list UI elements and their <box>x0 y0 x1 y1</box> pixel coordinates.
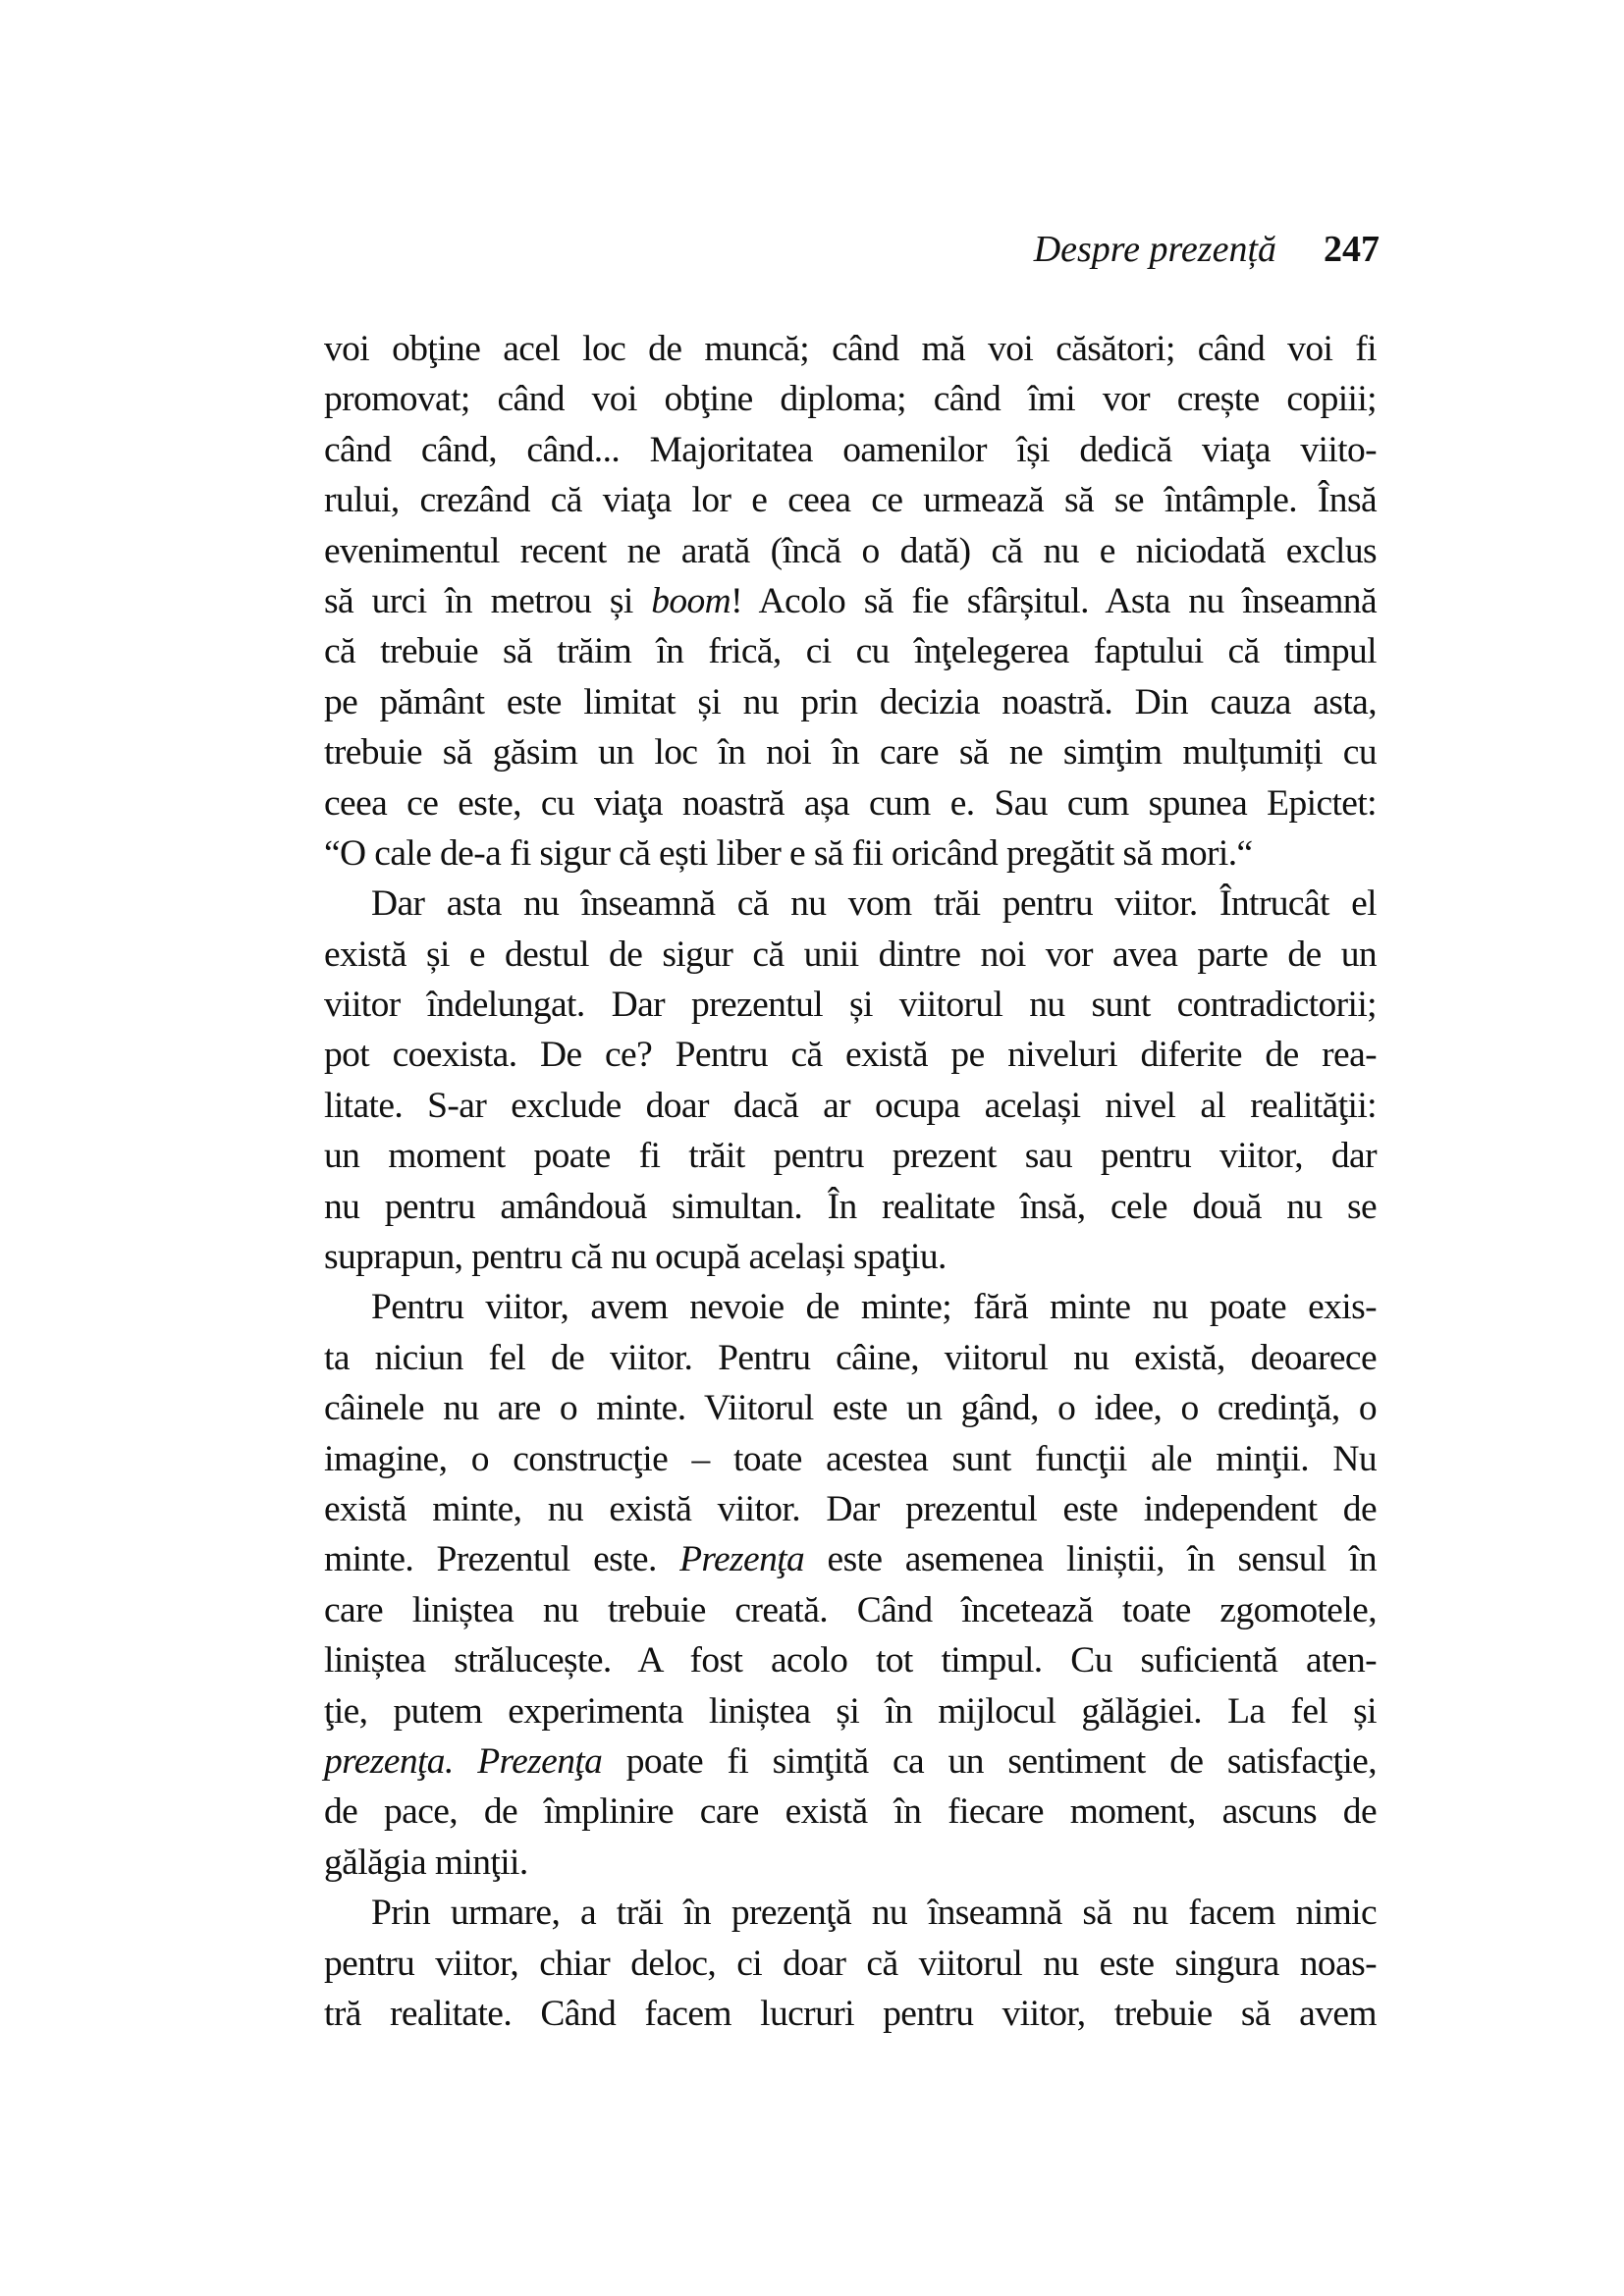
text-line: nu pentru amândouă simultan. În realitate însă, cele două nu se <box>324 1186 1377 1227</box>
text-line: rului, crezând că viaţa lor e ceea ce urmează să se întâmple. Însă <box>324 480 1377 521</box>
text-line <box>324 576 1377 626</box>
text-line: evenimentul recent ne arată (încă o dată) că nu e niciodată exclus <box>324 530 1377 571</box>
text-line: promovat; când voi obţine diploma; când îmi vor crește copiii; <box>324 379 1377 420</box>
text-line: litate. S-ar exclude doar dacă ar ocupa același nivel al realităţii: <box>324 1085 1377 1126</box>
running-title: Despre prezență <box>1033 229 1276 270</box>
text-line: Pentru viitor, avem nevoie de minte; fără minte nu poate exis- <box>371 1287 1377 1328</box>
text-line: voi obţine acel loc de muncă; când mă voi căsători; când voi fi <box>324 329 1377 369</box>
text-span: să urci în metrou și <box>324 580 652 621</box>
text-line: pe pământ este limitat și nu prin decizia noastră. Din cauza asta, <box>324 681 1377 722</box>
italic-span: prezenţa. Prezenţa <box>324 1740 603 1782</box>
text-line: ţie, putem experimenta liniștea și în mijlocul gălăgiei. La fel și <box>324 1690 1377 1732</box>
text-line: Dar asta nu înseamnă că nu vom trăi pentru viitor. Întrucât el <box>371 883 1377 925</box>
text-line: când când, când... Majoritatea oamenilor își dedică viaţa viito- <box>324 429 1377 470</box>
text-span: ! Acolo să fie sfârșitul. Asta nu înseamnă <box>731 580 1378 621</box>
text-line: Prin urmare, a trăi în prezenţă nu înseamnă să nu facem nimic <box>371 1893 1377 1934</box>
text-line: de pace, de împlinire care există în fiecare moment, ascuns de <box>324 1791 1377 1833</box>
text-line <box>324 1534 1377 1584</box>
text-span: este asemenea liniștii, în sensul în <box>804 1539 1378 1580</box>
text-line: suprapun, pentru că nu ocupă același spaţiu. <box>324 1237 947 1278</box>
text-line: că trebuie să trăim în frică, ci cu înţelegerea faptului că timpul <box>324 631 1377 672</box>
text-line: pentru viitor, chiar deloc, ci doar că viitorul nu este singura noas- <box>324 1943 1377 1984</box>
text-line: un moment poate fi trăit pentru prezent sau pentru viitor, dar <box>324 1136 1377 1177</box>
text-span: poate fi simţită ca un sentiment de satisfacţie, <box>602 1740 1377 1782</box>
page-number: 247 <box>1324 229 1380 270</box>
text-line: pot coexista. De ce? Pentru că există pe niveluri diferite de rea- <box>324 1035 1377 1076</box>
text-line: gălăgia minţii. <box>324 1842 528 1883</box>
text-line: liniștea strălucește. A fost acolo tot timpul. Cu suficientă aten- <box>324 1640 1377 1682</box>
text-line: viitor îndelungat. Dar prezentul și viitorul nu sunt contradictorii; <box>324 985 1377 1026</box>
text-line: tră realitate. Când facem lucruri pentru viitor, trebuie să avem <box>324 1993 1377 2034</box>
text-line: ta niciun fel de viitor. Pentru câine, viitorul nu există, deoarece <box>324 1337 1377 1378</box>
text-line: există minte, nu există viitor. Dar prezentul este independent de <box>324 1488 1377 1529</box>
text-span: minte. Prezentul este. <box>324 1539 680 1580</box>
text-line: există și e destul de sigur că unii dintre noi vor avea parte de un <box>324 934 1377 975</box>
text-line: care liniștea nu trebuie creată. Când încetează toate zgomotele, <box>324 1589 1377 1630</box>
text-line: ceea ce este, cu viaţa noastră așa cum e. Sau cum spunea Epictet: <box>324 782 1377 824</box>
body-text <box>324 324 1377 2039</box>
text-line: trebuie să găsim un loc în noi în care să ne simţim mulțumiți cu <box>324 732 1377 774</box>
text-line <box>324 1736 1377 1787</box>
italic-span: boom <box>651 580 731 621</box>
italic-span: Prezenţa <box>679 1539 805 1580</box>
text-line: câinele nu are o minte. Viitorul este un gând, o idee, o credinţă, o <box>324 1388 1377 1429</box>
text-line: “O cale de-a fi sigur că ești liber e să fii oricând pregătit să mori.“ <box>324 832 1253 874</box>
text-line: imagine, o construcţie – toate acestea sunt funcţii ale minţii. Nu <box>324 1438 1377 1479</box>
running-header <box>982 228 1380 283</box>
